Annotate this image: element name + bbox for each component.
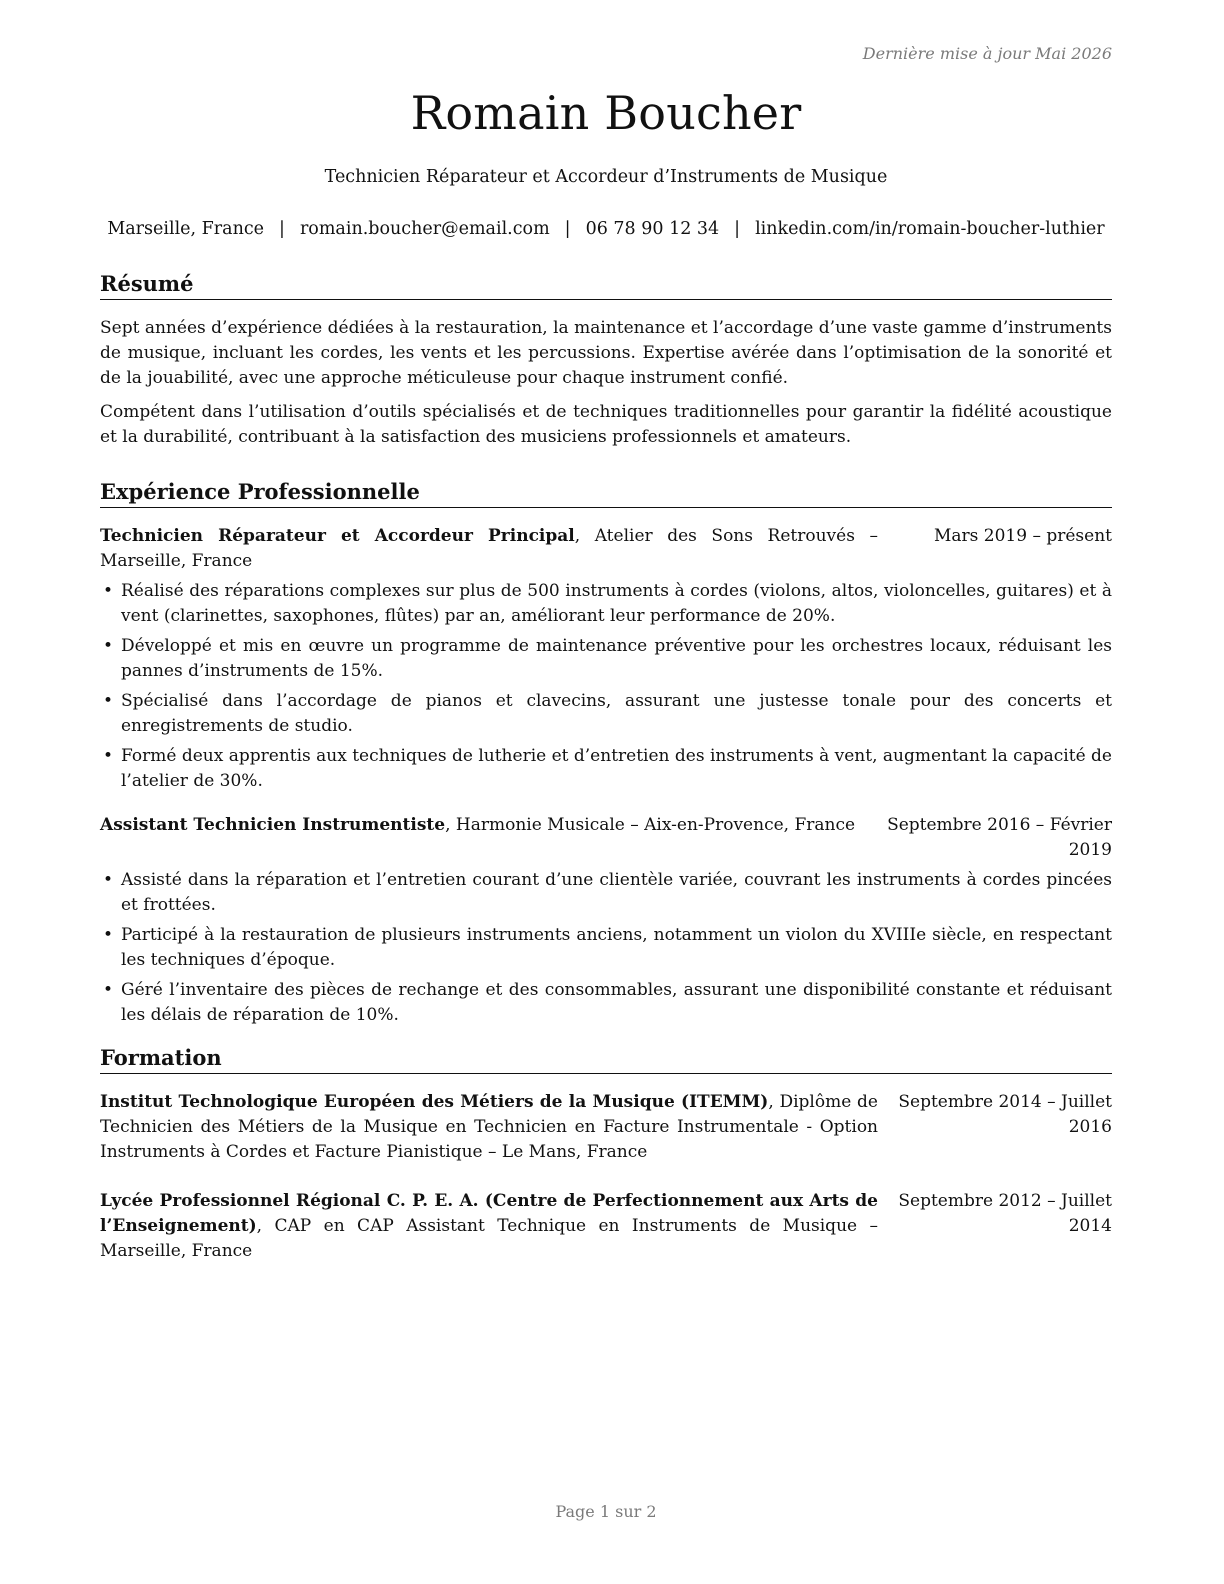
education-details: , Diplôme de Technicien des Métiers de la Musique en Technicien en Facture Instrumentale - Option Instruments à Cordes et Facture Pianistique – Le Mans, France (100, 1092, 878, 1162)
job-bullet (100, 579, 1112, 629)
job-role: Technicien Réparateur et Accordeur Principal (100, 526, 575, 546)
bullet-text: Participé à la restauration de plusieurs instruments anciens, notamment un violon du XVIIIe siècle, en respectant les techniques d’époque. (121, 925, 1112, 970)
education-entry (100, 1090, 1112, 1165)
education-school: Institut Technologique Européen des Métiers de la Musique (ITEMM) (100, 1092, 769, 1112)
page-number: Page 1 sur 2 (555, 1502, 657, 1521)
job-entry (100, 813, 1112, 1028)
education-heading: Formation (100, 1044, 1112, 1074)
contact-separator: | (734, 219, 741, 239)
job-title-line (100, 813, 860, 838)
bullet-glyph: • (103, 581, 114, 601)
experience-heading: Expérience Professionnelle (100, 478, 1112, 508)
summary-paragraph: Sept années d’expérience dédiées à la restauration, la maintenance et l’accordage d’une vaste gamme d’instruments de musique, incluant les cordes, les vents et les percussions. Expertise avérée dans l’optimisation de la sonorité et de la jouabilité, avec une approche méticuleuse pour chaque instrument confié. (100, 318, 1112, 388)
bullet-glyph: • (103, 746, 114, 766)
education-title-line (100, 1090, 878, 1165)
bullet-text: Réalisé des réparations complexes sur plus de 500 instruments à cordes (violons, altos, violoncelles, guitares) et à vent (clarinettes, saxophones, flûtes) par an, améliorant leur performance de 20%. (121, 581, 1112, 626)
contact-phone[interactable]: 06 78 90 12 34 (585, 219, 720, 239)
job-bullet (100, 868, 1112, 918)
bullet-text: Assisté dans la réparation et l’entretien courant d’une clientèle variée, couvrant les instruments à cordes pincées et frottées. (121, 870, 1112, 915)
bullet-glyph: • (103, 980, 114, 1000)
resume-content (100, 270, 1112, 1264)
job-dates: Septembre 2016 – Février 2019 (887, 815, 1112, 860)
job-role: Assistant Technicien Instrumentiste (100, 815, 446, 835)
last-updated: Dernière mise à jour Mai 2026 (862, 44, 1112, 63)
education-details: , CAP en CAP Assistant Technique en Instruments de Musique – Marseille, France (100, 1216, 878, 1261)
summary-paragraph: Compétent dans l’utilisation d’outils spécialisés et de techniques traditionnelles pour garantir la fidélité acoustique et la durabilité, contribuant à la satisfaction des musiciens professionnels et amateurs. (100, 402, 1112, 447)
bullet-glyph: • (103, 925, 114, 945)
education-dates: Septembre 2012 – Juillet 2014 (898, 1191, 1112, 1236)
bullet-glyph: • (103, 636, 114, 656)
resume-page (100, 0, 1112, 1584)
education-school: Lycée Professionnel Régional C. P. E. A. (Centre de Perfectionnement aux Arts de l’Enseignement) (100, 1191, 878, 1236)
education-title-line (100, 1189, 878, 1264)
candidate-name: Romain Boucher (410, 86, 802, 140)
job-header (100, 813, 1112, 863)
education-section (100, 1044, 1112, 1264)
job-title: Technicien Réparateur et Accordeur d’Instruments de Musique (324, 167, 888, 187)
contact-location: Marseille, France (107, 219, 265, 239)
contact-linkedin[interactable]: linkedin.com/in/romain-boucher-luthier (755, 219, 1105, 239)
summary-section (100, 270, 1112, 450)
bullet-text: Géré l’inventaire des pièces de rechange et des consommables, assurant une disponibilité constante et réduisant les délais de réparation de 10%. (121, 980, 1112, 1025)
job-bullet (100, 744, 1112, 794)
job-bullet (100, 923, 1112, 973)
contact-separator: | (564, 219, 571, 239)
bullet-glyph: • (103, 691, 114, 711)
education-entry (100, 1189, 1112, 1264)
education-dates: Septembre 2014 – Juillet 2016 (898, 1092, 1112, 1137)
job-bullet (100, 634, 1112, 684)
contact-line (80, 219, 1132, 239)
job-bullet (100, 689, 1112, 739)
job-title-line (100, 524, 878, 574)
job-details: , Harmonie Musicale – Aix-en-Provence, France (445, 815, 856, 835)
job-bullet-list (100, 868, 1112, 1028)
contact-email[interactable]: romain.boucher@email.com (299, 219, 550, 239)
job-header (100, 524, 1112, 574)
job-bullet-list (100, 579, 1112, 794)
job-entry (100, 524, 1112, 794)
experience-section (100, 478, 1112, 1028)
bullet-text: Spécialisé dans l’accordage de pianos et clavecins, assurant une justesse tonale pour des concerts et enregistrements de studio. (121, 691, 1112, 736)
bullet-text: Développé et mis en œuvre un programme de maintenance préventive pour les orchestres locaux, réduisant les pannes d’instruments de 15%. (121, 636, 1112, 681)
job-details: , Atelier des Sons Retrouvés – Marseille, France (100, 526, 878, 571)
bullet-glyph: • (103, 870, 114, 890)
summary-heading: Résumé (100, 270, 1112, 300)
job-bullet (100, 978, 1112, 1028)
contact-separator: | (279, 219, 285, 239)
job-dates: Mars 2019 – présent (933, 526, 1112, 546)
bullet-text: Formé deux apprentis aux techniques de lutherie et d’entretien des instruments à vent, augmentant la capacité de l’atelier de 30%. (121, 746, 1112, 791)
